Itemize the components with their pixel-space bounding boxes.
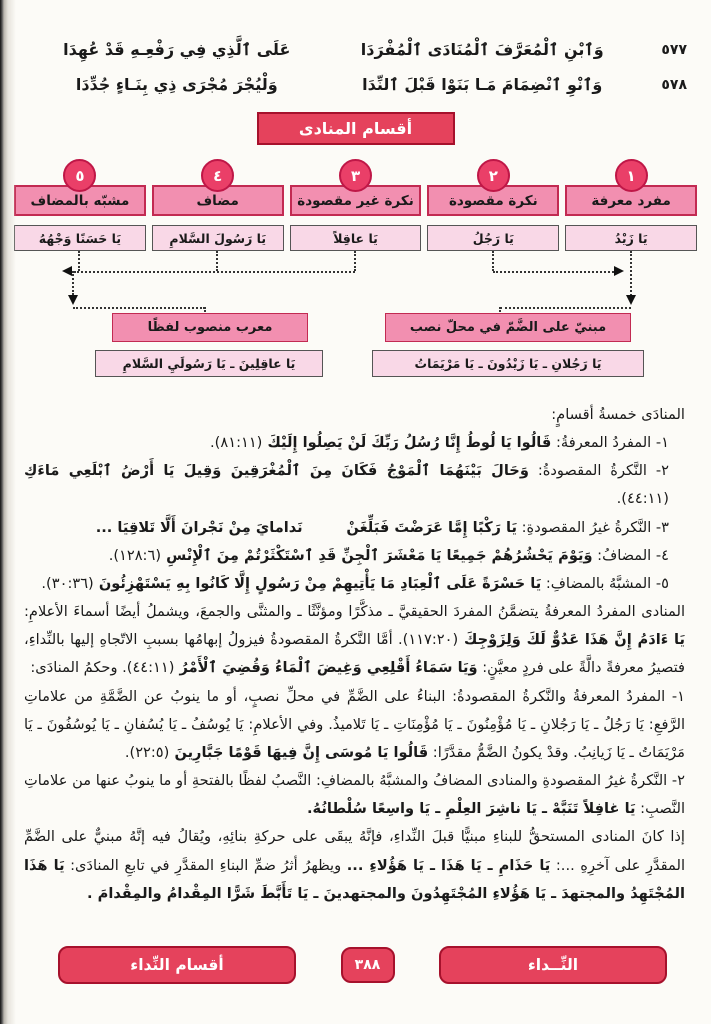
column-number-badge: ٣ bbox=[339, 159, 372, 192]
type-label-box: مضاف bbox=[152, 185, 284, 216]
footer-section-aqsam-alnida: أقسام النِّداء bbox=[58, 946, 296, 984]
footer-section-nida: النِّــداء bbox=[439, 946, 667, 984]
result-label-box: معرب منصوب لفظًا bbox=[112, 313, 308, 342]
type-example-box: يَا رَجُلُ bbox=[427, 225, 559, 251]
verses-block bbox=[0, 0, 711, 94]
connector-line bbox=[216, 251, 218, 271]
result-example-box: يَا رَجُلانِ ـ يَا زَيْدُونَ ـ يَا مَرْيَمَاتُ bbox=[372, 350, 644, 377]
arrowhead-left bbox=[62, 266, 72, 276]
type-label-box: نكرة مقصودة bbox=[427, 185, 559, 216]
vocative-types-diagram bbox=[0, 159, 711, 385]
connector-line bbox=[354, 251, 356, 271]
page-footer bbox=[0, 946, 711, 984]
book-binding-edge bbox=[0, 0, 16, 1024]
diagram-title: أقسام المنادى bbox=[257, 112, 455, 145]
connector-line bbox=[630, 251, 632, 299]
diagram-column-1 bbox=[565, 159, 697, 251]
list-item-1: ١- المفردُ المعرفةُ: قَالُوا يَا لُوطُ إِنَّا رُسُلُ رَبِّكَ لَنْ يَصِلُوا إِلَيْكَ (٨١:١١). bbox=[210, 434, 669, 452]
type-label-box: نكرة غير مقصودة bbox=[290, 185, 422, 216]
verse-row bbox=[24, 40, 687, 59]
arrowhead-down bbox=[68, 295, 78, 305]
connector-line bbox=[73, 307, 205, 309]
diagram-column-2 bbox=[427, 159, 559, 251]
list-item-4: ٤- المضافُ: وَيَوْمَ يَحْشُرُهُمْ جَمِيعًا يَا مَعْشَرَ ٱلْجِنِّ قَدِ ٱسْتَكْثَرْتُمْ مِنَ ٱلْإِنْسِ (١٢٨:٦). bbox=[108, 546, 669, 564]
connector-line bbox=[493, 271, 618, 273]
type-label-box: مفرد معرفة bbox=[565, 185, 697, 216]
rule-item-2: ٢- النَّكرةُ غيرُ المقصودةِ والمنادى المضافُ والمشبَّهُ بالمضافِ: النَّصبُ لفظًا بالفتحةِ أو ما ينوبُ عنها من علاماتِ النَّصبِ: يَا غافِلاً تَنَبَّهْ ـ يَا ناشِرَ العِلْمِ ـ يَا واسِعًا سُلْطانُهُ. bbox=[24, 772, 685, 818]
diagram-column-4 bbox=[152, 159, 284, 251]
type-label-box: مشبّه بالمضاف bbox=[14, 185, 146, 216]
arrowhead-down bbox=[626, 295, 636, 305]
column-number-badge: ٤ bbox=[201, 159, 234, 192]
intro-line: المنادَى خمسةُ أقسامٍ: bbox=[551, 406, 685, 423]
connector-line bbox=[500, 307, 631, 309]
hemistich-left: وَلْيُجْرَ مُجْرَى ذِي بِنَـاءٍ جُدِّدَا bbox=[75, 75, 278, 94]
body-text bbox=[0, 385, 711, 908]
diagram-columns-row bbox=[14, 159, 697, 251]
page-number: ٣٨٨ bbox=[341, 947, 395, 983]
connector-line bbox=[492, 251, 494, 271]
verse-number: ٥٧٧ bbox=[661, 41, 687, 58]
list-item-2: ٢- النَّكرةُ المقصودةُ: وَحَالَ بَيْنَهُمَا ٱلْمَوْجُ فَكَانَ مِنَ ٱلْمُغْرَقِينَ وَقِيلَ يَا أَرْضُ ٱبْلَعِي مَاءَكِ (٤٤:١١). bbox=[24, 462, 669, 508]
type-example-box: يَا زَيْدُ bbox=[565, 225, 697, 251]
list-item-5: ٥- المشبَّهُ بالمضافِ: يَا حَسْرَةً عَلَى ٱلْعِبَادِ مَا يَأْتِيهِمْ مِنْ رَسُولٍ إِلَّا كَانُوا بِهِ يَسْتَهْزِئُونَ (٣٠:٣٦). bbox=[41, 574, 669, 592]
hemistich-right: وَٱنْوِ ٱنْضِمَامَ مَـا بَنَوْا قَبْلَ ٱلنِّدَا bbox=[362, 75, 603, 94]
column-number-badge: ٢ bbox=[477, 159, 510, 192]
verse-row bbox=[24, 75, 687, 94]
connector-line bbox=[78, 251, 80, 271]
rule-item-1: ١- المفردُ المعرفةُ والنَّكرةُ المقصودةُ: البناءُ على الضَّمِّ في محلِّ نصبٍ، أو ما ينوبُ عن الضَّمَّةِ من علاماتِ الرَّفعِ: يَا رَجُلُ ـ يَا رَجُلانِ ـ يَا مُؤْمِنُونَ ـ يَا مُؤْمِنَاتِ ـ يَا تَلاميذُ. وفي الأعلامِ: يَا يُوسُفُ ـ يَا يُسُفانِ ـ يَا يُوسُفُونَ ـ يَا مَرْيَمَاتُ ـ يَا زَيانِبُ. وقدْ يكونُ الضَّمُّ مقدَّرًا: قَالُوا يَا مُوسَى إِنَّ فِيهَا قَوْمًا جَبَّارِينَ (٢٢:٥). bbox=[24, 687, 685, 761]
type-example-box: يَا رَسُولَ السَّلامِ bbox=[152, 225, 284, 251]
paragraph-definite-singular: المنادى المفردُ المعرفةُ يتضمَّنُ المفردَ الحقيقيَّ ـ مذكَّرًا ومؤنَّثًا ـ والمثنَّى والجمعَ، ويشملُ أيضًا أسماءَ الأعلامِ: يَا ءَادَمُ إِنَّ هَذَا عَدُوٌّ لَكَ وَلِزَوْجِكَ (١١٧:٢٠). أمَّا النَّكرةُ المقصودةُ فيزولُ إبهامُها بسببِ الاتّجاهِ إليها بالنِّداءِ، فتصيرُ معرفةً دالَّةً على فردٍ معيَّنٍ: وَيَا سَمَاءُ أَقْلِعِي وَغِيضَ ٱلْمَاءُ وَقُضِيَ ٱلْأَمْرُ (٤٤:١١). وحكمُ المنادَى: bbox=[24, 603, 686, 677]
type-example-box: يَا عاقِلاً bbox=[290, 225, 422, 251]
connector-line bbox=[72, 271, 74, 295]
column-number-badge: ٥ bbox=[63, 159, 96, 192]
column-number-badge: ١ bbox=[615, 159, 648, 192]
list-item-3: ٣- النَّكرةُ غيرُ المقصودةِ: يَا رَكْبًا إِمَّا عَرَضْتَ فَبَلِّغَنْ نَدامايَ مِنْ نَجْرانَ أَلَّا تَلاقِيَا ... bbox=[95, 518, 669, 536]
hemistich-right: وَٱبْنِ ٱلْمُعَرَّفَ ٱلْمُنَادَى ٱلْمُفْرَدَا bbox=[360, 40, 604, 59]
diagram-column-3 bbox=[290, 159, 422, 251]
result-example-box: يَا عاقِلِينَ ـ يَا رَسُولَيِ السَّلامِ bbox=[95, 350, 323, 377]
diagram-column-5 bbox=[14, 159, 146, 251]
hemistich-left: عَلَى ٱلَّذِي فِي رَفْعِـهِ قَدْ عُهِدَا bbox=[63, 40, 291, 59]
type-example-box: يَا حَسَنًا وَجْهُهُ bbox=[14, 225, 146, 251]
connector-line bbox=[74, 271, 355, 273]
arrowhead-right bbox=[614, 266, 624, 276]
result-label-box: مبنيّ على الضَّمّ في محلّ نصب bbox=[385, 313, 631, 342]
verse-number: ٥٧٨ bbox=[661, 76, 687, 93]
paragraph-built-vocative: إذا كانَ المنادى المستحقُّ للبناءِ مبنيًّا قبلَ النِّداءِ، فإنَّهُ يبقَى على حركةِ بنائِهِ، ويُقالُ فيه إنَّهُ مبنيٌّ على الضَّمِّ المقدَّرِ على آخرِهِ ...: يَا حَذَامِ ـ يَا هَذَا ـ يَا هَؤُلاءِ ... ويظهرُ أثرُ ضمِّ البناءِ المقدَّرِ في تابعِ المنادَى: يَا هَذَا المُجْتَهِدُ والمجتهدَ ـ يَا هَؤُلاءِ المُجْتَهِدُونَ والمجتهدينَ ـ يَا تَأَبَّطَ شَرًّا المِقْدامُ والمِقْدامَ . bbox=[24, 828, 685, 902]
